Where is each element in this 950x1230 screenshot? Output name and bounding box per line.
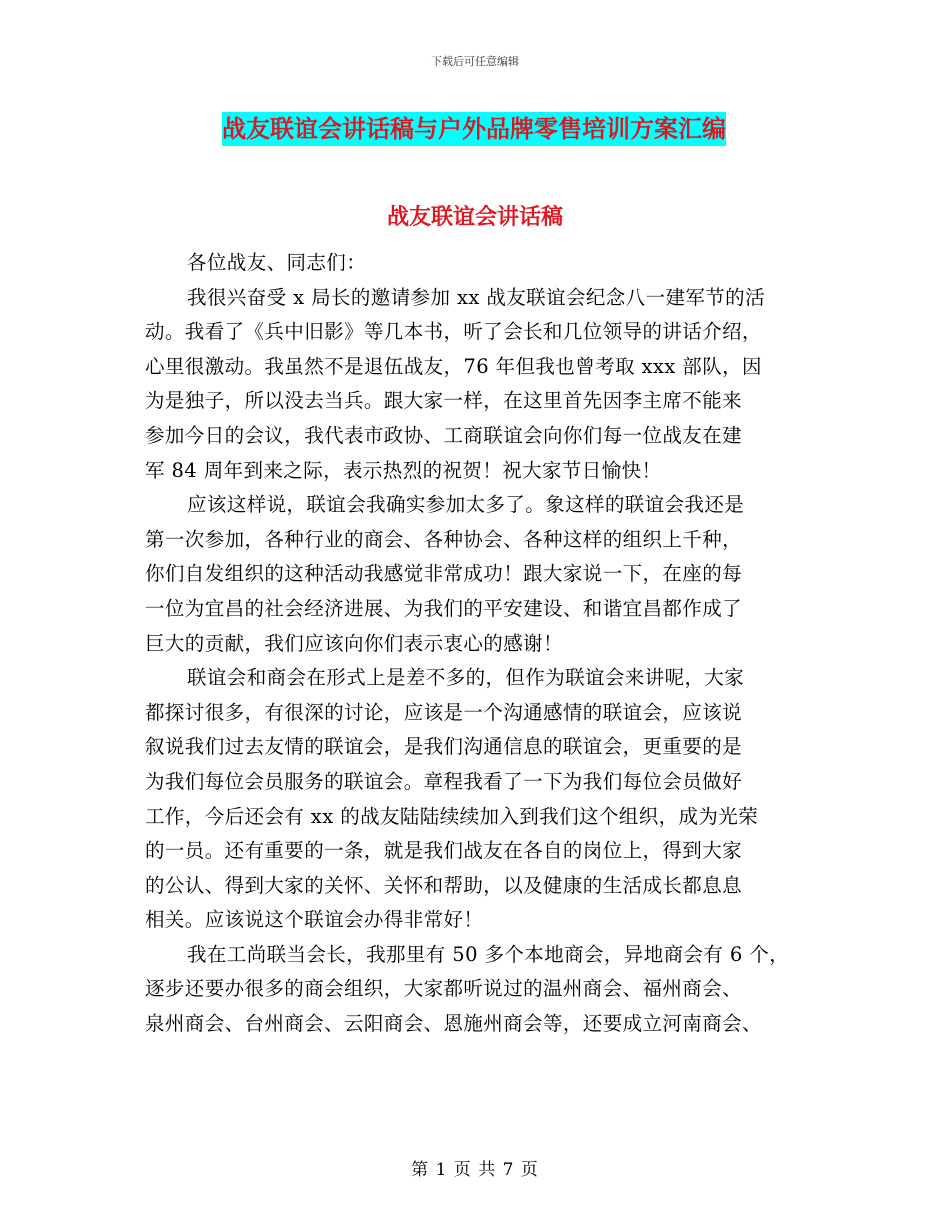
paragraph-line: 我很兴奋受 x 局长的邀请参加 xx 战友联谊会纪念八一建军节的活 xyxy=(187,285,765,309)
paragraph-line: 联谊会和商会在形式上是差不多的，但作为联谊会来讲呢，大家 xyxy=(187,666,745,690)
paragraph-line: 动。我看了《兵中旧影》等几本书，听了会长和几位领导的讲话介绍， xyxy=(145,320,762,344)
paragraph-line: 的公认、得到大家的关怀、关怀和帮助，以及健康的生活成长都息息 xyxy=(145,873,743,897)
section-title: 战友联谊会讲话稿 xyxy=(386,205,563,230)
paragraph xyxy=(145,938,805,1042)
paragraph xyxy=(145,281,805,489)
paragraph-line: 应该这样说，联谊会我确实参加太多了。象这样的联谊会我还是 xyxy=(187,493,745,517)
paragraph-container xyxy=(145,281,805,1042)
paragraph-line: 叙说我们过去友情的联谊会，是我们沟通信息的联谊会，更重要的是 xyxy=(145,735,743,759)
page-footer: 第 1 页 共 7 页 xyxy=(411,1160,539,1180)
paragraph-line: 心里很激动。我虽然不是退伍战友，76 年但我也曾考取 xxx 部队，因 xyxy=(145,354,762,378)
header-note: 下载后可任意编辑 xyxy=(431,55,519,68)
paragraph-line: 巨大的贡献，我们应该向你们表示衷心的感谢！ xyxy=(145,631,563,655)
paragraph-line: 军 84 周年到来之际，表示热烈的祝贺！祝大家节日愉快！ xyxy=(145,458,662,482)
paragraph xyxy=(145,661,805,938)
paragraph-line: 泉州商会、台州商会、云阳商会、恩施州商会等，还要成立河南商会、 xyxy=(145,1012,762,1036)
paragraph-line: 都探讨很多，有很深的讨论，应该是一个沟通感情的联谊会，应该说 xyxy=(145,700,743,724)
paragraph-line: 参加今日的会议，我代表市政协、工商联谊会向你们每一位战友在建 xyxy=(145,423,743,447)
paragraph-line: 我在工尚联当会长，我那里有 50 多个本地商会，异地商会有 6 个， xyxy=(187,942,790,966)
paragraph-line: 一位为宜昌的社会经济进展、为我们的平安建设、和谐宜昌都作成了 xyxy=(145,596,743,620)
paragraph-line: 工作，今后还会有 xx 的战友陆陆续续加入到我们这个组织，成为光荣 xyxy=(145,804,759,828)
document-title: 战友联谊会讲话稿与户外品牌零售培训方案汇编 xyxy=(222,112,726,146)
paragraph-line: 你们自发组织的这种活动我感觉非常成功！跟大家说一下，在座的每 xyxy=(145,562,743,586)
paragraph xyxy=(145,488,805,661)
paragraph-line: 的一员。还有重要的一条，就是我们战友在各自的岗位上，得到大家 xyxy=(145,839,743,863)
paragraph-line: 为我们每位会员服务的联谊会。章程我看了一下为我们每位会员做好 xyxy=(145,769,743,793)
paragraph-line: 第一次参加，各种行业的商会、各种协会、各种这样的组织上千种， xyxy=(145,527,743,551)
paragraph-line: 相关。应该说这个联谊会办得非常好！ xyxy=(145,908,484,932)
body-text xyxy=(145,246,805,1042)
paragraph-line: 为是独子，所以没去当兵。跟大家一样，在这里首先因李主席不能来 xyxy=(145,389,743,413)
greeting: 各位战友、同志们： xyxy=(187,251,367,274)
paragraph-line: 逐步还要办很多的商会组织，大家都听说过的温州商会、福州商会、 xyxy=(145,977,743,1001)
